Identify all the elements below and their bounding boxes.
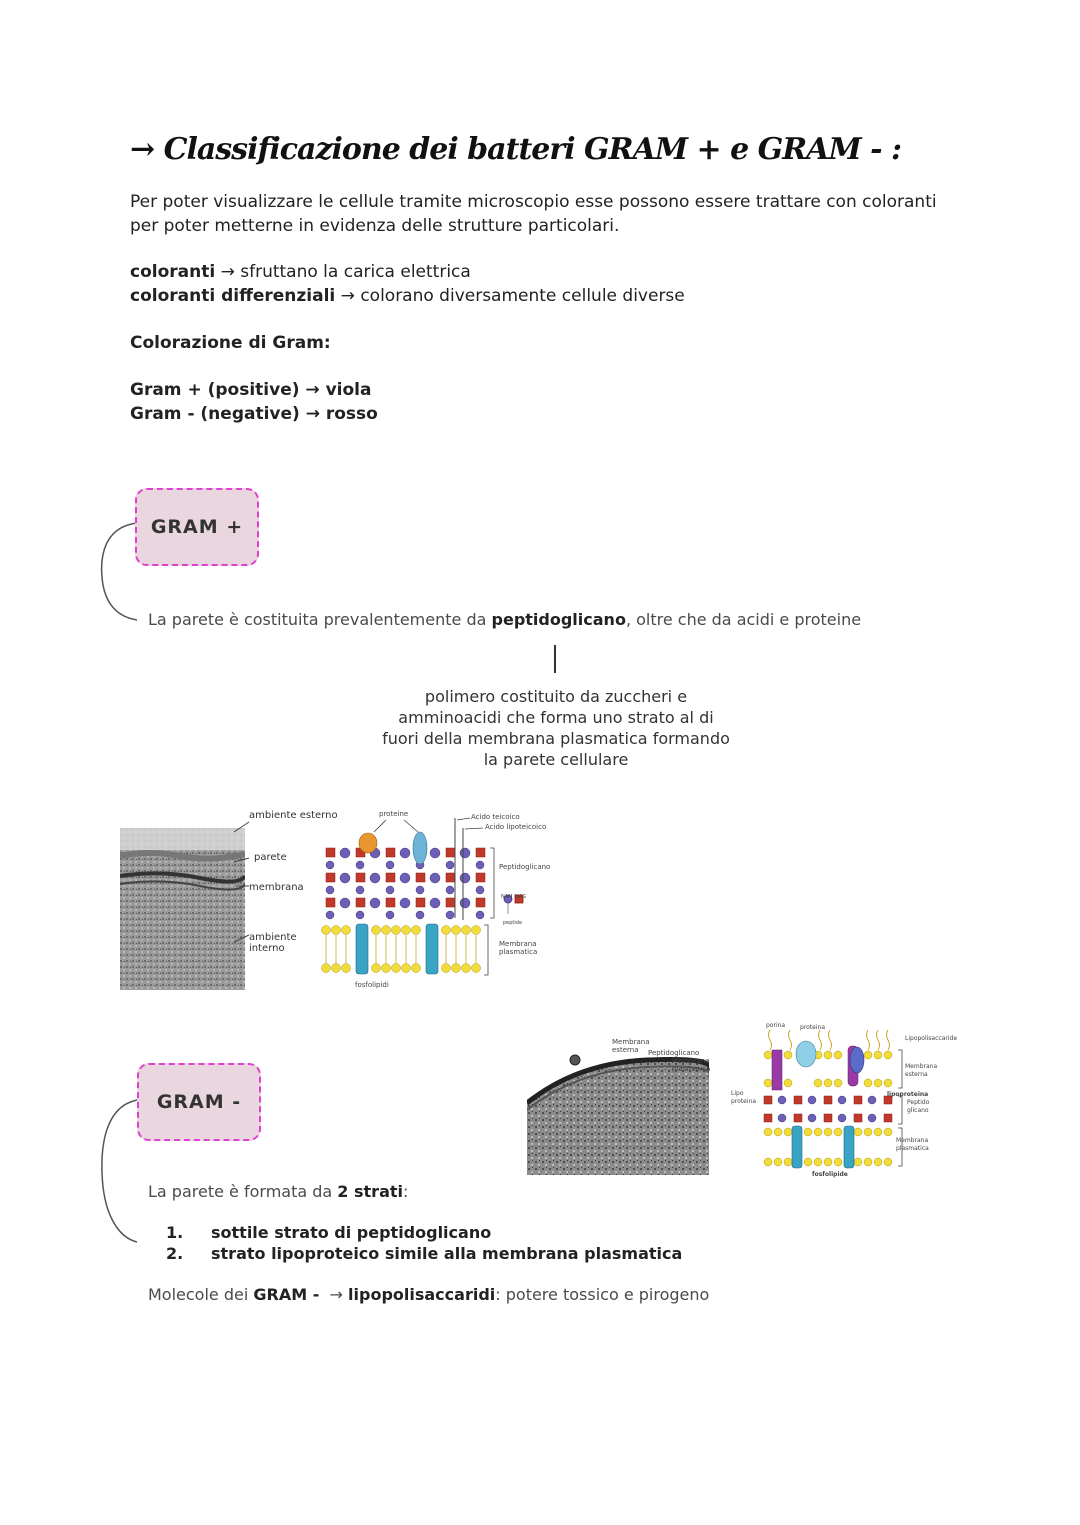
micro-label-ambiente-esterno: ambiente esterno bbox=[249, 810, 338, 821]
gram-neg-description bbox=[148, 1182, 408, 1201]
peptidoglycan-layer bbox=[326, 818, 485, 920]
label-proteina: proteina bbox=[800, 1024, 826, 1031]
label-membrana-plasmatica-neg: Membrana plasmatica bbox=[896, 1137, 929, 1152]
gram-pos-micrograph bbox=[120, 828, 245, 990]
gram-negative-box: GRAM - bbox=[137, 1063, 261, 1141]
label-fosfolipidi: fosfolipidi bbox=[355, 981, 389, 989]
list-item-text: strato lipoproteico simile alla membrana plasmatica bbox=[211, 1244, 683, 1263]
membrane-bilayer bbox=[322, 924, 481, 974]
micro-label-parete: parete bbox=[254, 852, 287, 863]
gram-neg-layers-list bbox=[148, 1223, 682, 1265]
gram-pos-text-bold: peptidoglicano bbox=[491, 610, 626, 629]
gram-stain-heading: Colorazione di Gram: bbox=[130, 333, 331, 353]
neg-micro-label-peptidoglicano: Peptidoglicano bbox=[648, 1049, 700, 1057]
label-proteine: proteine bbox=[379, 810, 409, 818]
dye-item bbox=[130, 260, 950, 284]
label-fosfolipide: fosfolipide bbox=[812, 1171, 848, 1178]
label-lipoproteina-left: Lipo proteina bbox=[731, 1090, 757, 1105]
gram-result-positive: Gram + (positive) → viola bbox=[130, 380, 372, 400]
mol-text-before: Molecole dei bbox=[148, 1285, 249, 1304]
gram-neg-text-before: La parete è formata da bbox=[148, 1182, 333, 1201]
mol-bold-gram: GRAM - bbox=[253, 1285, 320, 1304]
gram-neg-text-after: : bbox=[403, 1182, 409, 1201]
lps-chains bbox=[769, 1030, 890, 1050]
arrow-icon: → bbox=[329, 1285, 343, 1304]
label-acido-lipoteicoico: Acido lipoteicoico bbox=[485, 823, 547, 831]
label-lipopolisaccaride: Lipopolisaccaride bbox=[905, 1035, 958, 1042]
dye-desc: → colorano diversamente cellule diverse bbox=[340, 286, 685, 306]
label-membrana-plasmatica: Membrana plasmatica bbox=[499, 940, 538, 956]
gram-pos-text-after: , oltre che da acidi e proteine bbox=[625, 610, 862, 629]
intro-paragraph: Per poter visualizzare le cellule tramite microscopio esse possono essere trattare con coloranti per poter metterne in evidenza delle strutture particolari. bbox=[130, 192, 937, 236]
list-item-text: sottile strato di peptidoglicano bbox=[211, 1223, 492, 1242]
dye-definitions bbox=[130, 260, 950, 308]
label-nam: NAM bbox=[501, 894, 513, 900]
gram-result-negative: Gram - (negative) → rosso bbox=[130, 404, 378, 424]
dye-desc: → sfruttano la carica elettrica bbox=[220, 262, 471, 282]
peptidoglycan-note: polimero costituito da zuccheri e amminoacidi che forma uno strato al di fuori della membrana plasmatica formando la parete cellulare bbox=[382, 687, 730, 769]
list-item: 2. strato lipoproteico simile alla membrana plasmatica bbox=[166, 1244, 683, 1263]
label-membrana-esterna: Membrana esterna bbox=[905, 1063, 938, 1078]
vertical-divider bbox=[554, 645, 556, 673]
gram-pos-text-before: La parete è costituita prevalentemente da bbox=[148, 610, 487, 629]
gram-neg-molecules bbox=[148, 1285, 709, 1304]
dye-item bbox=[130, 284, 950, 308]
gram-positive-box: GRAM + bbox=[135, 488, 259, 566]
label-nag: NAG bbox=[515, 894, 526, 900]
label-peptidoglicano: Peptidoglicano bbox=[499, 863, 551, 871]
label-peptidoglicano-neg: Peptido glicano bbox=[907, 1099, 930, 1114]
micro-label-ambiente-interno: ambiente interno bbox=[249, 932, 297, 954]
label-porina: porina bbox=[766, 1022, 786, 1029]
label-lipoproteina: lipoproteina bbox=[887, 1091, 929, 1098]
gram-pos-description bbox=[148, 610, 861, 629]
dye-term: coloranti bbox=[130, 262, 216, 282]
label-acido-teicoico: Acido teicoico bbox=[471, 813, 520, 821]
mol-bold-lipopolisaccaridi: lipopolisaccaridi bbox=[348, 1285, 496, 1304]
neg-micro-label-membrana-plasmatica: Membrana plasmatica bbox=[672, 1057, 711, 1073]
mol-text-after: : potere tossico e pirogeno bbox=[495, 1285, 710, 1304]
label-peptide: peptide bbox=[503, 920, 523, 926]
list-item: 1. sottile strato di peptidoglicano bbox=[166, 1223, 492, 1242]
dye-term: coloranti differenziali bbox=[130, 286, 336, 306]
gram-neg-text-bold: 2 strati bbox=[337, 1182, 403, 1201]
gram-results bbox=[130, 378, 950, 426]
page-title: → Classificazione dei batteri GRAM + e GRAM - : bbox=[130, 132, 902, 167]
neg-micro-label-membrana-esterna: Membrana esterna bbox=[612, 1038, 650, 1054]
micro-label-lines bbox=[232, 820, 252, 950]
micro-label-membrana: membrana bbox=[249, 882, 304, 893]
